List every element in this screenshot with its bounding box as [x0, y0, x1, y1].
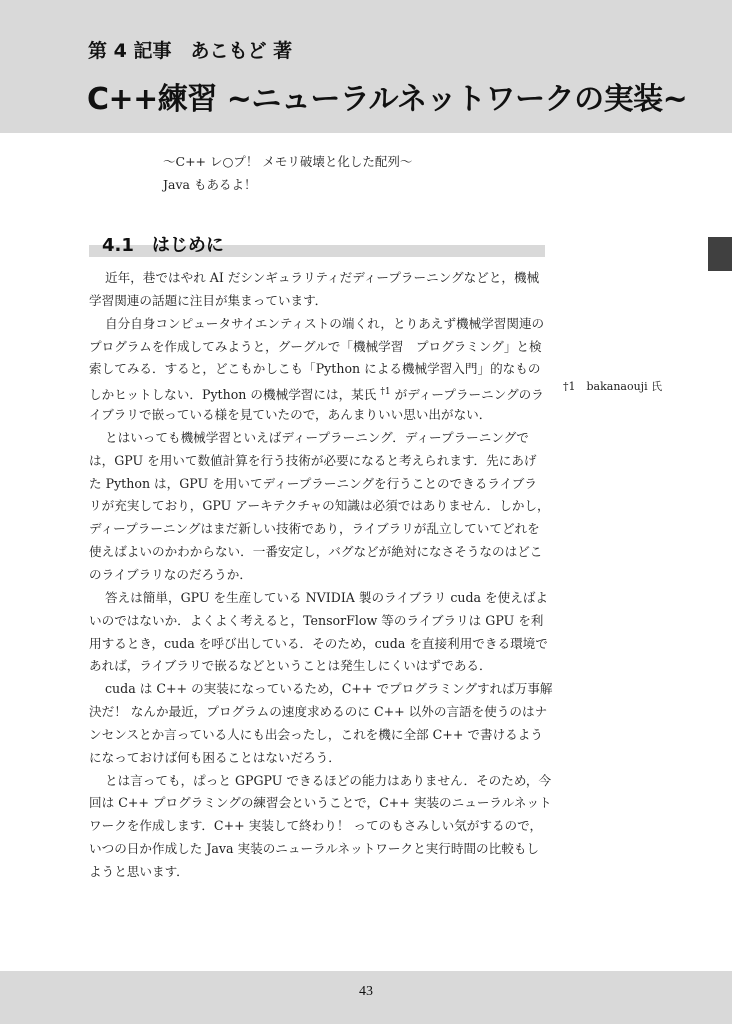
body-line: のライブラリなのだろうか． [89, 566, 252, 582]
body-line: た Python は，GPU を用いてディープラーニングを行うことのできるライブラ [89, 475, 537, 491]
body-line: ンセンスとか言っている人にも出会ったし，これを機に全部 C++ で書けるよう [89, 726, 543, 742]
body-line: ようと思います． [89, 863, 189, 879]
body-line: いつの日か作成した Java 実装のニューラルネットワークと実行時間の比較もし [89, 841, 540, 857]
body-text [89, 267, 553, 884]
body-line: cuda は C++ の実装になっているため，C++ でプログラミングすれば万事解 [105, 681, 553, 697]
body-line [89, 381, 549, 404]
body-line: 用するとき，cuda を呼び出している．そのため，cuda を直接利用できる環境で [89, 635, 548, 651]
body-line: 学習関連の話題に注目が集まっています． [89, 292, 328, 308]
body-line: 自分自身コンピュータサイエンティストの端くれ，とりあえず機械学習関連の [105, 315, 545, 331]
body-line: あれば，ライブラリで嵌るなどということは発生しにくいはずである． [89, 658, 492, 674]
body-line: 使えばよいのかわからない．一番安定し，バグなどが絶対になさそうなのはどこ [89, 544, 543, 560]
article-title: C++練習 ~ニューラルネットワークの実装~ [87, 82, 688, 117]
body-line: ワークを作成します．C++ 実装して終わり！ ってのもさみしい気がするので， [89, 818, 543, 834]
section-heading [89, 231, 545, 259]
body-line: 索してみる．すると，どこもかしこも「Python による機械学習入門」的なもの [89, 361, 541, 377]
chapter-thumb-tab [708, 237, 732, 271]
body-line: イブラリで嵌っている様を見ていたので，あんまりいい思い出がない． [89, 407, 492, 423]
body-line: プログラムを作成してみようと，グーグルで「機械学習 プログラミング」と検 [89, 338, 542, 354]
sidenote-footnote: †1 bakanaouji 氏 [563, 380, 663, 393]
body-line-text: がディープラーニングのラ [390, 387, 544, 403]
body-line: は，GPU を用いて数値計算を行う技術が必要になると考えられます．先にあげ [89, 452, 537, 468]
epigraph-line: Java もあるよ！ [163, 177, 257, 192]
body-line: 答えは簡単，GPU を生産している NVIDIA 製のライブラリ cuda を使えばよ [105, 589, 549, 605]
section-title: 4.1 はじめに [102, 235, 224, 256]
body-line: 近年，巷ではやれ AI だシンギュラリティだディープラーニングなどと，機械 [105, 270, 540, 285]
body-line: ディープラーニングはまだ新しい技術であり，ライブラリが乱立していてどれを [89, 521, 540, 537]
body-line: いのではないか．よくよく考えると，TensorFlow 等のライブラリは GPU を利 [89, 612, 544, 628]
body-line-text: しかヒットしない．Python の機械学習には，某氏 [89, 387, 381, 403]
body-line: とはいっても機械学習といえばディープラーニング．ディープラーニングで [105, 429, 529, 445]
body-line: 回は C++ プログラミングの練習会ということで，C++ 実装のニューラルネット [89, 795, 552, 811]
header-band [0, 0, 732, 133]
body-line: とは言っても，ぱっと GPGPU できるほどの能力はありません．そのため，今 [105, 772, 552, 788]
footnote-ref-link[interactable]: †1 [380, 387, 391, 398]
body-line: になっておけば何も困ることはないだろう． [89, 749, 341, 765]
epigraph-line: ～C++ レ○プ！ メモリ破壊と化した配列～ [163, 154, 413, 169]
body-line: 決だ！ なんか最近，プログラムの速度求めるのに C++ 以外の言語を使うのはナ [89, 704, 548, 720]
body-line: リが充実しており，GPU アーキテクチャの知識は必須ではありません．しかし， [89, 498, 550, 514]
page-number: 43 [359, 984, 373, 999]
epigraph [163, 150, 412, 196]
chapter-label: 第 4 記事 あこもど 著 [88, 40, 293, 62]
